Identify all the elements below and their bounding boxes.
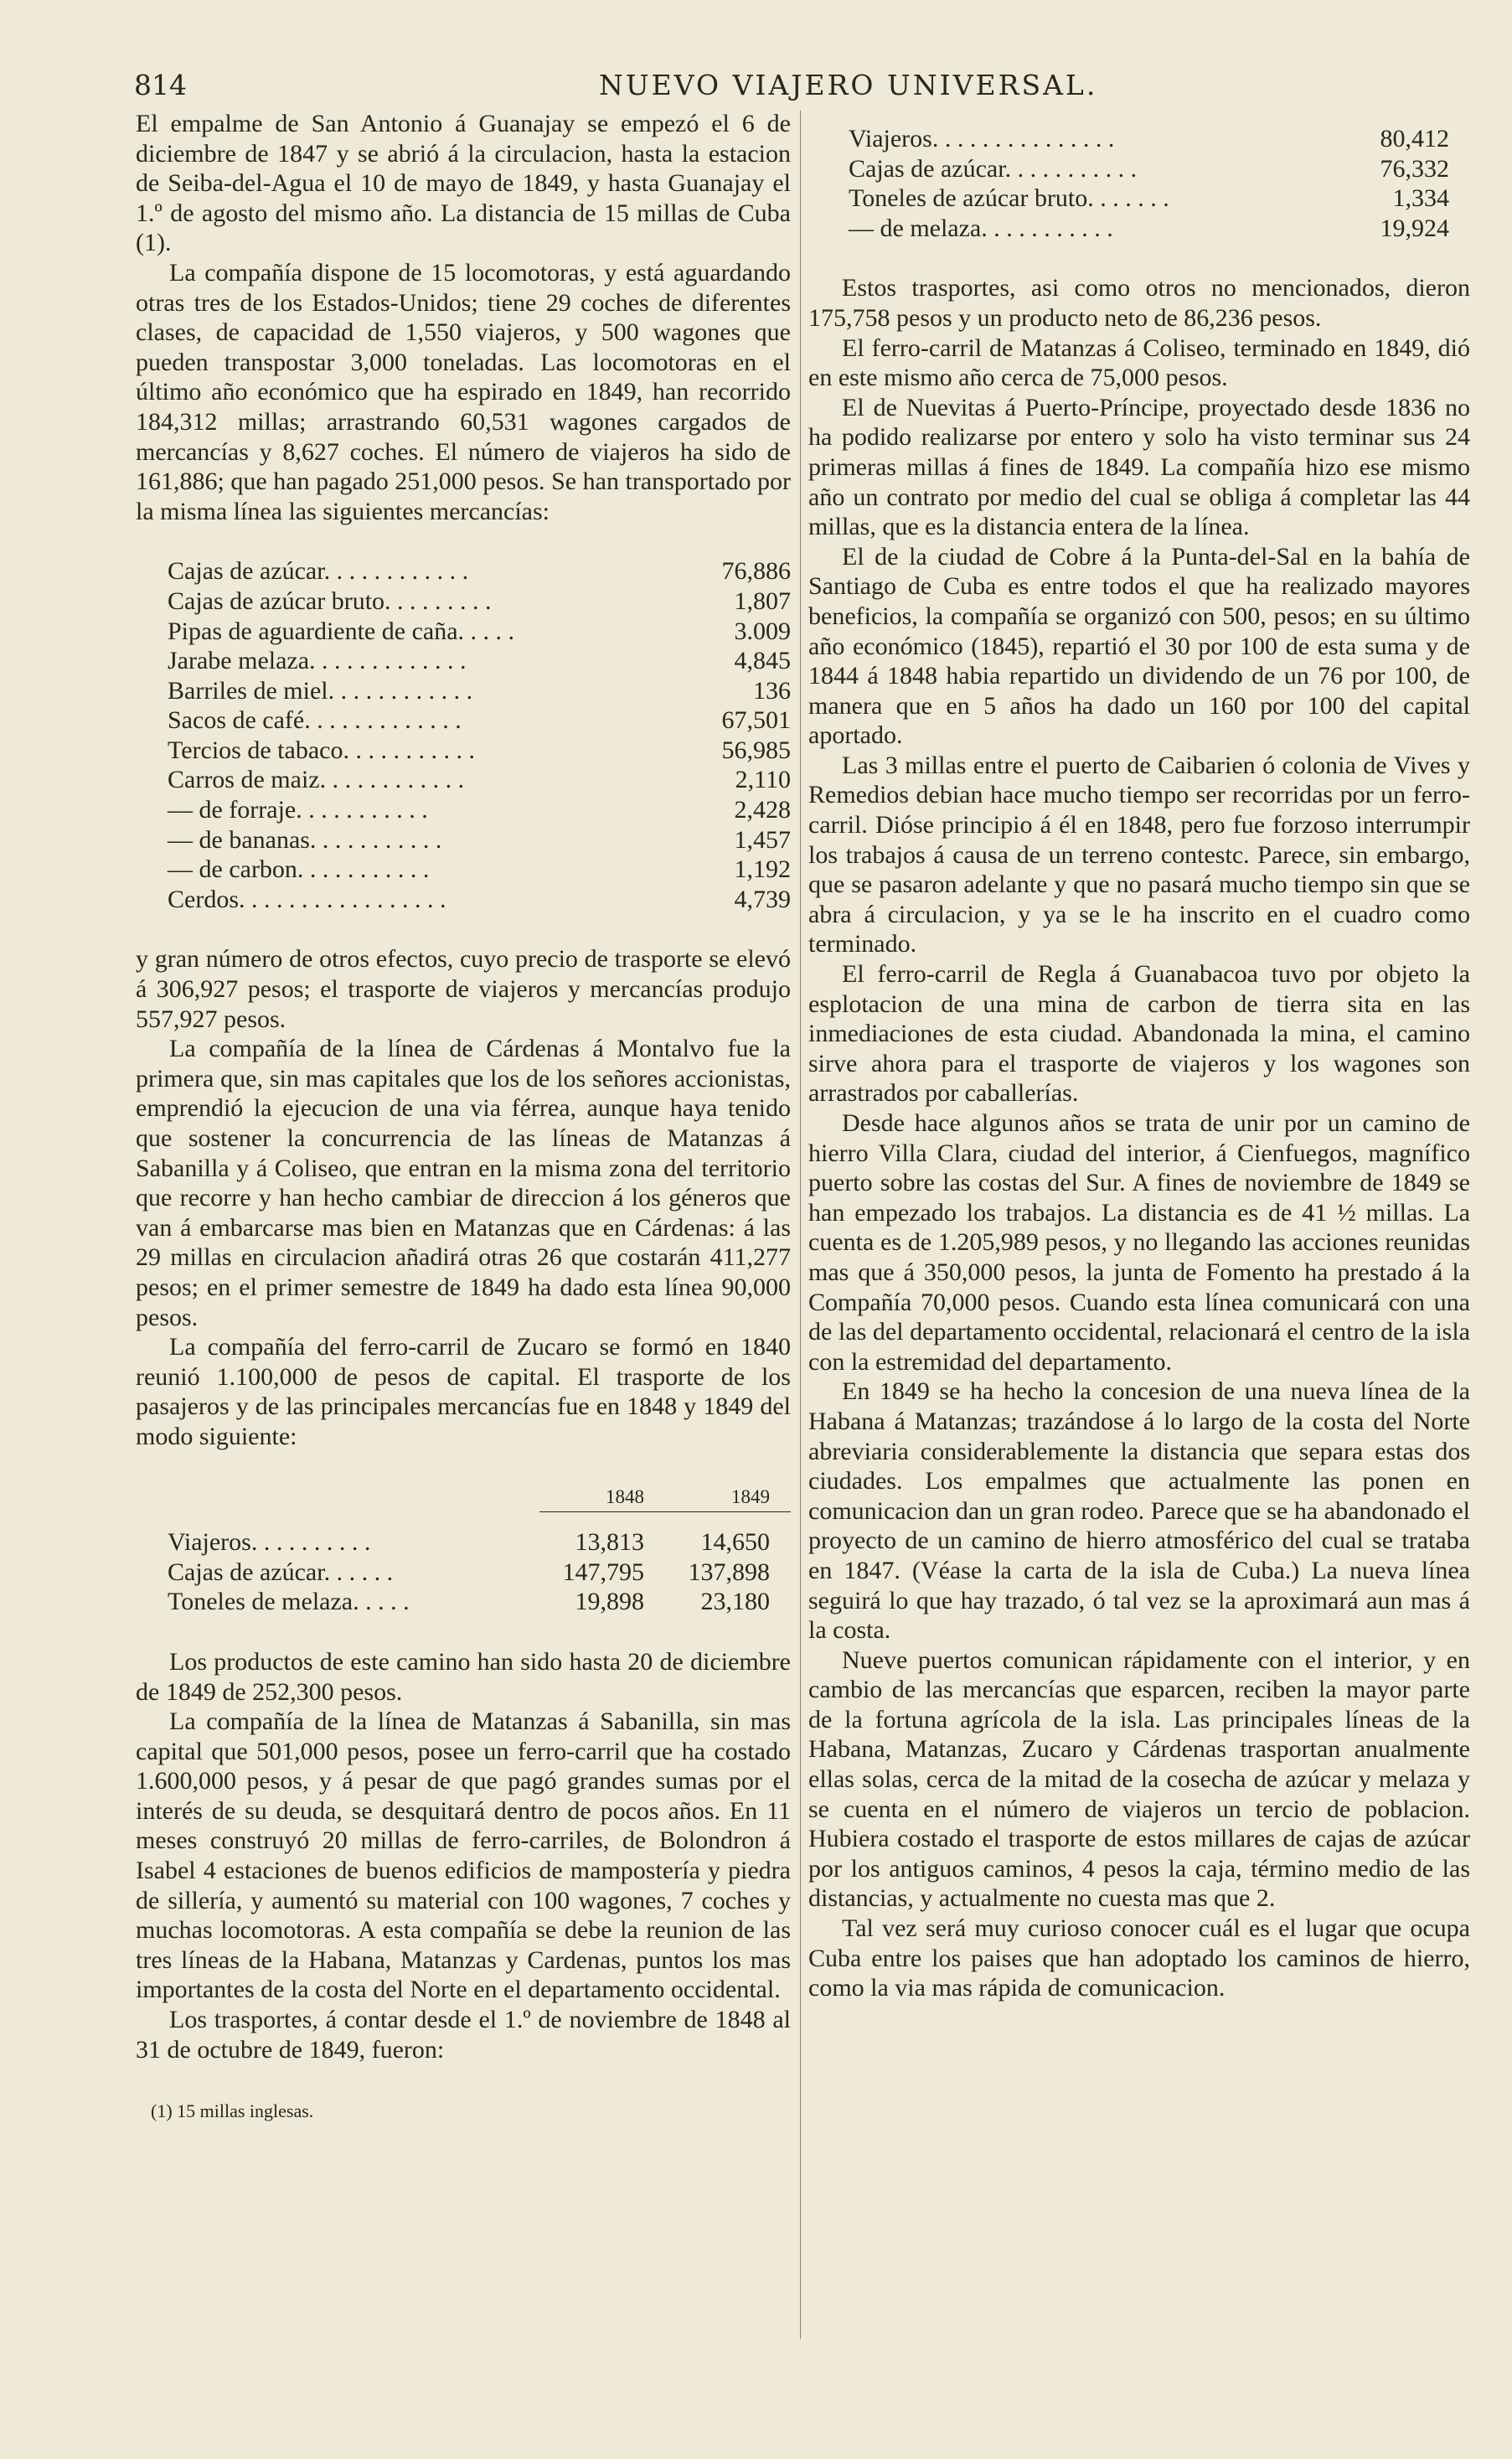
spacer	[808, 109, 1470, 124]
zucaro-table	[136, 1527, 791, 1617]
zucaro-year-header	[136, 1482, 791, 1513]
row-label: Viajeros. . . . . . . . . .	[168, 1528, 371, 1557]
row-label: Carros de maiz. . . . . . . . . . . .	[168, 766, 465, 794]
row-value-1848: 147,795	[562, 1558, 644, 1586]
table-row	[136, 885, 791, 915]
row-value: 1,334	[1392, 184, 1449, 213]
table-row	[136, 676, 791, 706]
spacer	[136, 1452, 791, 1482]
row-label: Pipas de aguardiente de caña. . . . .	[168, 617, 515, 645]
row-label: Cerdos. . . . . . . . . . . . . . . . .	[168, 885, 446, 913]
table-row	[136, 855, 791, 885]
row-label: Cajas de azúcar. . . . . . . . . . .	[849, 154, 1138, 183]
spacer	[136, 1512, 791, 1527]
row-value: 136	[753, 676, 791, 705]
paragraph: La compañía dispone de 15 locomotoras, y está aguardando otras tres de los Estados-Unidos; tiene 29 coches de diferentes clases, de capacidad de 1,550 viajeros, y 500 wagones que pueden transpostar 3,000 toneladas. Las locomotoras en el último año económico que ha espirado en 1849, han recorrido 184,312 millas; arrastrando 60,531 wagones cargados de mercancías y 8,627 coches. El número de viajeros ha sido de 161,886; que han pagado 251,000 pesos. Se han transportado por la misma línea las siguientes mercancías:	[136, 258, 791, 525]
table-row	[136, 765, 791, 795]
traffic-table	[808, 124, 1470, 243]
row-label: — de bananas. . . . . . . . . . .	[168, 825, 442, 854]
table-row	[808, 214, 1470, 244]
table-row	[136, 1527, 791, 1558]
table-row	[136, 795, 791, 825]
row-value: 56,985	[721, 736, 791, 764]
row-value: 1,457	[734, 825, 791, 854]
row-value-1849: 14,650	[700, 1528, 770, 1557]
spacer	[136, 1617, 791, 1647]
row-value: 3.009	[734, 617, 791, 645]
row-value: 4,845	[734, 647, 791, 675]
row-label: Toneles de azúcar bruto. . . . . . .	[849, 184, 1169, 213]
right-column	[808, 109, 1470, 2003]
spacer	[808, 243, 1470, 273]
row-label: Jarabe melaza. . . . . . . . . . . . .	[168, 647, 467, 675]
row-value: 76,332	[1380, 154, 1449, 183]
year-header: 1848	[539, 1482, 665, 1512]
row-value: 80,412	[1380, 125, 1449, 152]
paragraph: El ferro-carril de Regla á Guanabacoa tuvo por objeto la esplotacion de una mina de carbon de tierra sita en las inmediaciones de esta ciudad. Abandonada la mina, el camino sirve ahora para el trasporte de viajeros y los wagones son arrastrados por caballerías.	[808, 960, 1470, 1108]
row-label: Cajas de azúcar. . . . . . . . . . . .	[168, 557, 469, 586]
paragraph: El ferro-carril de Matanzas á Coliseo, terminado en 1849, dió en este mismo año cerca de 75,000 pesos.	[808, 333, 1470, 392]
paragraph: Nueve puertos comunican rápidamente con el interior, y en cambio de las mercancías que esparcen, reciben la mayor parte de la fortuna agrícola de la isla. Las principales líneas de la Habana, Matanzas, Zucaro y Cárdenas trasportan anualmente ellas solas, cerca de la mitad de la cosecha de azúcar y melaza y se cuenta en el número de viajeros un tercio de poblacion. Hubiera costado el trasporte de estos millares de cajas de azúcar por los antiguos caminos, 4 pesos la caja, término medio de las distancias, y actualmente no cuesta mas que 2.	[808, 1645, 1470, 1913]
page-header	[134, 69, 1474, 107]
row-label: Cajas de azúcar. . . . . .	[168, 1558, 394, 1586]
table-row	[808, 124, 1470, 154]
table-row	[808, 183, 1470, 214]
row-label: Viajeros. . . . . . . . . . . . . . .	[849, 125, 1115, 152]
paragraph: Los productos de este camino han sido hasta 20 de diciembre de 1849 de 252,300 pesos.	[136, 1647, 791, 1706]
paragraph: Los trasportes, á contar desde el 1.º de noviembre de 1848 al 31 de octubre de 1849, fueron:	[136, 2006, 791, 2064]
table-row	[136, 705, 791, 736]
row-value: 4,739	[734, 885, 791, 913]
row-label: Toneles de melaza. . . . .	[168, 1588, 410, 1616]
paragraph: La compañía de la línea de Cárdenas á Montalvo fue la primera que, sin mas capitales que los de los señores accionistas, emprendió la ejecucion de una via férrea, aunque haya tenido que sostener la concurrencia de las líneas de Matanzas á Sabanilla y á Coliseo, que entran en la misma zona del territorio que recorre y han hecho cambiar de direccion á los géneros que van á embarcarse mas bien en Matanzas que en Cárdenas: á las 29 millas en circulacion añadirá otras 26 que costarán 411,277 pesos; en el primer semestre de 1849 ha dado esta línea 90,000 pesos.	[136, 1035, 791, 1331]
row-value: 2,428	[734, 796, 791, 824]
header-spacer	[136, 1482, 539, 1512]
table-row	[136, 1587, 791, 1617]
table-row	[136, 1558, 791, 1588]
page-number: 814	[134, 69, 187, 101]
cargo-table	[136, 556, 791, 914]
row-value: 2,110	[735, 766, 791, 794]
row-value-1848: 19,898	[575, 1588, 644, 1616]
row-label: — de carbon. . . . . . . . . . .	[168, 855, 430, 884]
paragraph: El de Nuevitas á Puerto-Príncipe, proyectado desde 1836 no ha podido realizarse por entero y solo ha visto terminar sus 24 primeras millas á fines de 1849. La compañía hizo ese mismo año un contrato por medio del cual se obliga á completar las 44 millas, que es la distancia entera de la línea.	[808, 393, 1470, 541]
year-header: 1849	[665, 1482, 791, 1512]
paragraph: La compañía de la línea de Matanzas á Sabanilla, sin mas capital que 501,000 pesos, posee un ferro-carril que ha costado 1.600,000 pesos, y á pesar de que pagó grandes sumas por el interés de su deuda, se desquitará dentro de pocos años. En 11 meses construyó 20 millas de ferro-carriles, de Bolondron á Isabel 4 estaciones de buenos edificios de mampostería y piedra de sillería, y aumentó su material con 100 wagones, 7 coches y muchas locomotoras. A esta compañía se debe la reunion de las tres líneas de la Habana, Matanzas y Cardenas, puntos los mas importantes de la costa del Norte en el departamento occidental.	[136, 1707, 791, 2004]
left-column	[136, 109, 791, 2126]
table-row	[136, 825, 791, 855]
paragraph: Tal vez será muy curioso conocer cuál es el lugar que ocupa Cuba entre los paises que han adoptado los caminos de hierro, como la via mas rápida de comunicacion.	[808, 1914, 1470, 2002]
table-row	[136, 736, 791, 766]
row-label: Barriles de miel. . . . . . . . . . . .	[168, 676, 473, 705]
row-value-1849: 137,898	[688, 1558, 770, 1586]
table-row	[808, 154, 1470, 184]
row-label: — de forraje. . . . . . . . . . .	[168, 796, 428, 824]
row-value: 1,192	[734, 855, 791, 884]
row-value-1848: 13,813	[575, 1528, 644, 1557]
paragraph: Estos trasportes, asi como otros no mencionados, dieron 175,758 pesos y un producto neto de 86,236 pesos.	[808, 274, 1470, 332]
paragraph: El de la ciudad de Cobre á la Punta-del-Sal en la bahía de Santiago de Cuba es entre todos el que ha realizado mayores beneficios, la compañía se organizó con 500, pesos; en su último año económico (1845), repartió el 30 por 100 de esta suma y de 1844 á 1848 habia repartido un dividendo de un 76 por 100, de manera que en 5 años ha dado un 160 por 100 del capital aportado.	[808, 542, 1470, 750]
paragraph: La compañía del ferro-carril de Zucaro se formó en 1840 reunió 1.100,000 de pesos de capital. El trasporte de los pasajeros y de las principales mercancías fue en 1848 y 1849 del modo siguiente:	[136, 1333, 791, 1450]
paragraph: Desde hace algunos años se trata de unir por un camino de hierro Villa Clara, ciudad del interior, á Cienfuegos, magnífico puerto sobre las costas del Sur. A fines de noviembre de 1849 se han empezado los trabajos. La distancia es de 41 ½ millas. La cuenta es de 1.205,989 pesos, y no llegando las acciones reunidas mas que á 350,000 pesos, la junta de Fomento ha prestado á la Compañía 70,000 pesos. Cuando esta línea comunicará con una de las del departamento occidental, relacionará el centro de la isla con la estremidad del departamento.	[808, 1109, 1470, 1376]
paragraph: Las 3 millas entre el puerto de Caibarien ó colonia de Vives y Remedios debian hace mucho tiempo ser recorridas por un ferro-carril. Dióse principio á él en 1848, pero fue forzoso interrumpir los trabajos á causa de un terreno contestc. Parece, sin embargo, que se pasaron adelante y que no pasará mucho tiempo sin que se abra á circulacion, y ya se le ha inscrito en el cuadro como terminado.	[808, 751, 1470, 958]
running-title: NUEVO VIAJERO UNIVERSAL.	[599, 69, 1098, 101]
table-header-row	[136, 1482, 791, 1512]
table-row	[136, 556, 791, 586]
table-row	[136, 617, 791, 647]
column-divider	[800, 111, 801, 2339]
paragraph: El empalme de San Antonio á Guanajay se empezó el 6 de diciembre de 1847 y se abrió á la circulacion, hasta la estacion de Seiba-del-Agua el 10 de mayo de 1849, y hasta Guanajay el 1.º de agosto del mismo año. La distancia de 15 millas de Cuba (1).	[136, 110, 791, 257]
table-row	[136, 646, 791, 676]
row-label: — de melaza. . . . . . . . . . .	[849, 214, 1113, 242]
row-value: 67,501	[721, 706, 791, 735]
row-label: Cajas de azúcar bruto. . . . . . . . .	[168, 586, 492, 615]
row-value-1849: 23,180	[700, 1588, 770, 1616]
row-value: 19,924	[1380, 214, 1449, 242]
row-value: 1,807	[734, 586, 791, 615]
footnote: (1) 15 millas inglesas.	[151, 2100, 314, 2122]
table-row	[136, 586, 791, 617]
row-label: Tercios de tabaco. . . . . . . . . . .	[168, 736, 475, 764]
spacer	[136, 914, 791, 944]
paragraph: En 1849 se ha hecho la concesion de una nueva línea de la Habana á Matanzas; trazándose á lo largo de la costa del Norte abreviaria considerablemente la distancia que separa estas dos ciudades. Los empalmes que actualmente las ponen en comunicacion dan un gran rodeo. Parece que se ha abandonado el proyecto de un camino de hierro atmosférico del cual se trataba en 1847. (Véase la carta de la isla de Cuba.) La nueva línea seguirá lo que hay trazado, ó tal vez se la aproximará aun mas á la costa.	[808, 1377, 1470, 1645]
paragraph: y gran número de otros efectos, cuyo precio de trasporte se elevó á 306,927 pesos; el trasporte de viajeros y mercancías produjo 557,927 pesos.	[136, 945, 791, 1033]
row-label: Sacos de café. . . . . . . . . . . . .	[168, 706, 462, 735]
spacer	[136, 526, 791, 556]
row-value: 76,886	[721, 557, 791, 586]
